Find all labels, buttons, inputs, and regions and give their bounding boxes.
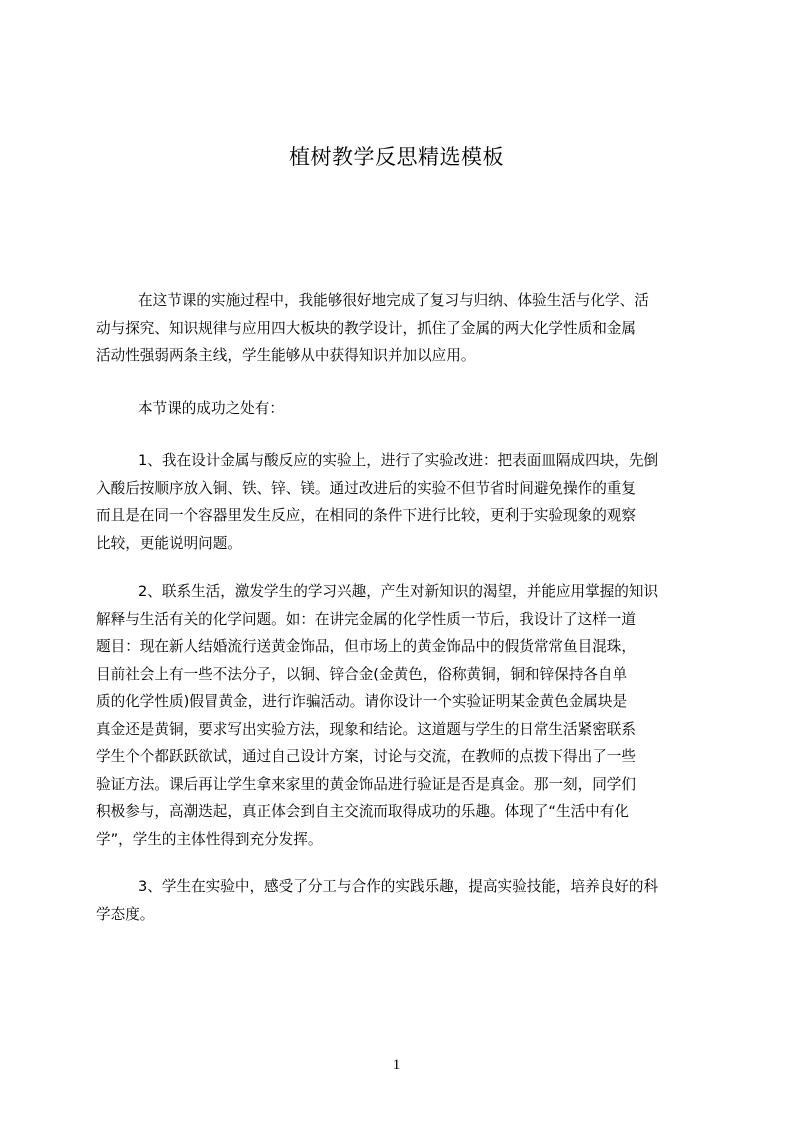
paragraph-line: 学态度。: [96, 905, 155, 923]
paragraph-line: 在这节课的实施过程中，我能够很好地完成了复习与归纳、体验生活与化学、活: [138, 292, 649, 309]
page-number: 1: [392, 1057, 401, 1073]
paragraph-line: 而且是在同一个容器里发生反应，在相同的条件下进行比较，更利于实验现象的观察: [96, 507, 636, 524]
paragraph-line: 1、我在设计金属与酸反应的实验上，进行了实验改进：把表面皿隔成四块，先倒: [138, 452, 659, 469]
paragraph-line: 入酸后按顺序放入铜、铁、锌、镁。通过改进后的实验不但节省时间避免操作的重复: [96, 479, 636, 497]
paragraph-line: 3、学生在实验中，感受了分工与合作的实践乐趣，提高实验技能，培养良好的科: [138, 878, 659, 895]
paragraph-point-1: [96, 447, 711, 557]
paragraph-line: 真金还是黄铜，要求写出实验方法，现象和结论。这道题与学生的日常生活紧密联系: [96, 720, 636, 738]
paragraph-line: 比较，更能说明问题。: [96, 534, 242, 552]
paragraph-line: 质的化学性质)假冒黄金，进行诈骗活动。请你设计一个实验证明某金黄色金属块是: [96, 693, 628, 710]
paragraph-line: 动与探究、知识规律与应用四大板块的教学设计，抓住了金属的两大化学性质和金属: [96, 319, 636, 337]
paragraph-line: 题目：现在新人结婚流行送黄金饰品，但市场上的黄金饰品中的假货常常鱼目混珠，: [96, 638, 636, 655]
paragraph-line: 本节课的成功之处有：: [138, 400, 284, 417]
paragraph-line: 目前社会上有一些不法分子，以铜、锌合金(金黄色，俗称黄铜，铜和锌保持各自单: [96, 665, 628, 683]
paragraph-line: 学”，学生的主体性得到充分发挥。: [96, 830, 323, 848]
paragraph-line: 验证方法。课后再让学生拿来家里的黄金饰品进行验证是否是真金。那一刻，同学们: [96, 775, 636, 793]
document-title: 植树教学反思精选模板: [289, 145, 504, 169]
paragraph-line: 2、联系生活，激发学生的学习兴趣，产生对新知识的渴望，并能应用掌握的知识: [138, 583, 659, 600]
paragraph-line: 学生个个都跃跃欲试，通过自己设计方案，讨论与交流，在教师的点拨下得出了一些: [96, 748, 636, 765]
paragraph-line: 积极参与，高潮迭起，真正体会到自主交流而取得成功的乐趣。体现了“生活中有化: [96, 803, 629, 820]
paragraph-line: 解释与生活有关的化学问题。如：在讲完金属的化学性质一节后，我设计了这样一道: [96, 610, 636, 628]
paragraph-success-heading: [96, 395, 711, 423]
paragraph-point-2: [96, 578, 711, 853]
paragraph-point-3: [96, 873, 711, 928]
paragraph-intro: [96, 287, 711, 370]
paragraph-line: 活动性强弱两条主线，学生能够从中获得知识并加以应用。: [96, 347, 476, 364]
